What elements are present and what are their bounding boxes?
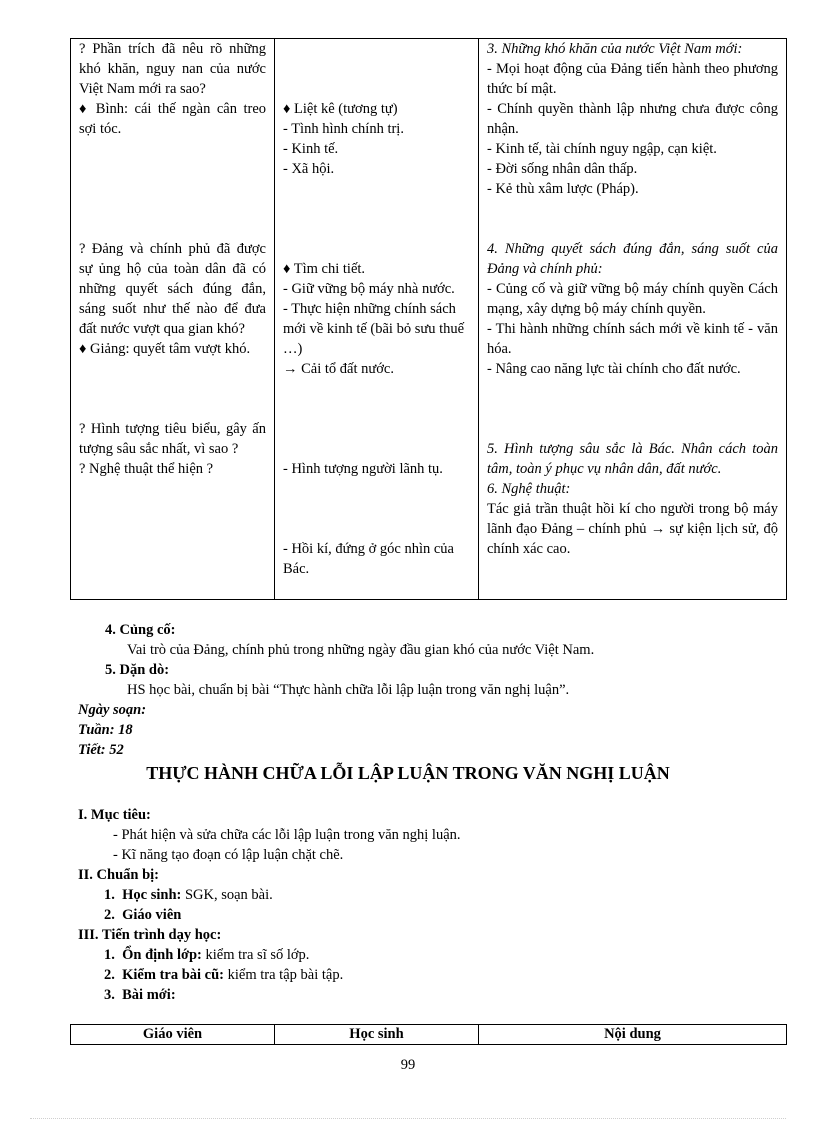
header-teacher: Giáo viên — [71, 1025, 275, 1045]
next-lesson-table-header — [70, 1024, 787, 1045]
preparation-section: II. Chuẩn bị: 1. Học sinh: SGK, soạn bài. 2. Giáo viên — [0, 865, 816, 925]
teacher-column-cell — [71, 39, 275, 600]
teacher-question-image: ? Hình tượng tiêu biểu, gây ấn tượng sâu sắc nhất, vì sao ? ? Nghệ thuật thể hiện ? — [79, 421, 266, 477]
student-answer-memoir: - Hồi kí, đứng ở góc nhìn của Bác. — [283, 541, 454, 577]
student-answer-details: ♦ Tìm chi tiết. - Giữ vững bộ máy nhà nước. - Thực hiện những chính sách mới về kinh tế (bãi bỏ sưu thuế …) → Cải tổ đất nước. — [283, 261, 465, 377]
teacher-question-decisions: ? Đảng và chính phủ đã được sự ủng hộ của toàn dân đã có những quyết sách đúng đắn, sáng suốt như thế nào để đưa đất nước vượt qua gian khó? ♦ Giảng: quyết tâm vượt khó. — [79, 241, 266, 357]
page-title: THỰC HÀNH CHỮA LỖI LẬP LUẬN TRONG VĂN NGHỊ LUẬN — [146, 763, 670, 783]
student-column-cell — [275, 39, 479, 600]
procedure-item: 3. Bài mới: — [104, 987, 176, 1003]
student-answer-list: ♦ Liệt kê (tương tự) - Tình hình chính trị. - Kinh tế. - Xã hội. — [283, 101, 404, 177]
procedure-item: 1. Ổn định lớp: kiểm tra sĩ số lớp. — [104, 947, 310, 963]
content-column-cell — [479, 39, 787, 600]
content-section-5-6: 5. Hình tượng sâu sắc là Bác. Nhân cách toàn tâm, toàn ý phục vụ nhân dân, đất nước. 6. Nghệ thuật: Tác giả trần thuật hồi kí cho người trong bộ máy lãnh đạo Đảng – chính phủ → sự kiện lịch sử, độ chính xác cao. — [487, 441, 778, 557]
header-student: Học sinh — [275, 1025, 479, 1045]
procedure-item: 2. Kiểm tra bài cũ: kiểm tra tập bài tập. — [104, 967, 344, 983]
student-answer-leader: - Hình tượng người lãnh tụ. — [283, 461, 443, 477]
page-bottom-divider — [30, 1118, 786, 1119]
preparation-item: 2. Giáo viên — [104, 907, 182, 923]
lesson-activity-table — [70, 38, 787, 600]
consolidation-section: 4. Củng cố: Vai trò của Đảng, chính phủ trong những ngày đầu gian khó của nước Việt Nam. 5. Dặn dò: HS học bài, chuẩn bị bài “Thực hành chữa lỗi lập luận trong văn nghị luận”. — [105, 622, 595, 698]
objectives-section: I. Mục tiêu: - Phát hiện và sửa chữa các lỗi lập luận trong văn nghị luận. - Kĩ năng tạo đoạn có lập luận chặt chẽ. — [78, 807, 461, 863]
teacher-question-difficulties: ? Phần trích đã nêu rõ những khó khăn, nguy nan của nước Việt Nam mới ra sao? ♦ Bình: cái thế ngàn cân treo sợi tóc. — [79, 41, 266, 137]
procedure-section: III. Tiến trình dạy học: 1. Ổn định lớp: kiểm tra sĩ số lớp. 2. Kiểm tra bài cũ: kiểm tra tập bài tập. 3. Bài mới: — [0, 925, 816, 1005]
content-section-3: 3. Những khó khăn của nước Việt Nam mới: - Mọi hoạt động của Đảng tiến hành theo phương thức bí mật. - Chính quyền thành lập nhưng chưa được công nhận. - Kinh tế, tài chính nguy ngập, cạn kiệt. - Đời sống nhân dân thấp. - Kẻ thù xâm lược (Pháp). — [487, 41, 778, 197]
lesson-meta: Ngày soạn: Tuần: 18 Tiết: 52 — [78, 702, 147, 758]
page-number: 99 — [400, 1057, 416, 1073]
content-section-4: 4. Những quyết sách đúng đắn, sáng suốt của Đảng và chính phủ: - Củng cố và giữ vững bộ máy chính quyền Cách mạng, xây dựng bộ máy chính quyền. - Thi hành những chính sách mới về kinh tế - văn hóa. - Nâng cao năng lực tài chính cho đất nước. — [487, 241, 778, 377]
header-content: Nội dung — [479, 1025, 787, 1045]
preparation-item: 1. Học sinh: SGK, soạn bài. — [104, 887, 273, 903]
